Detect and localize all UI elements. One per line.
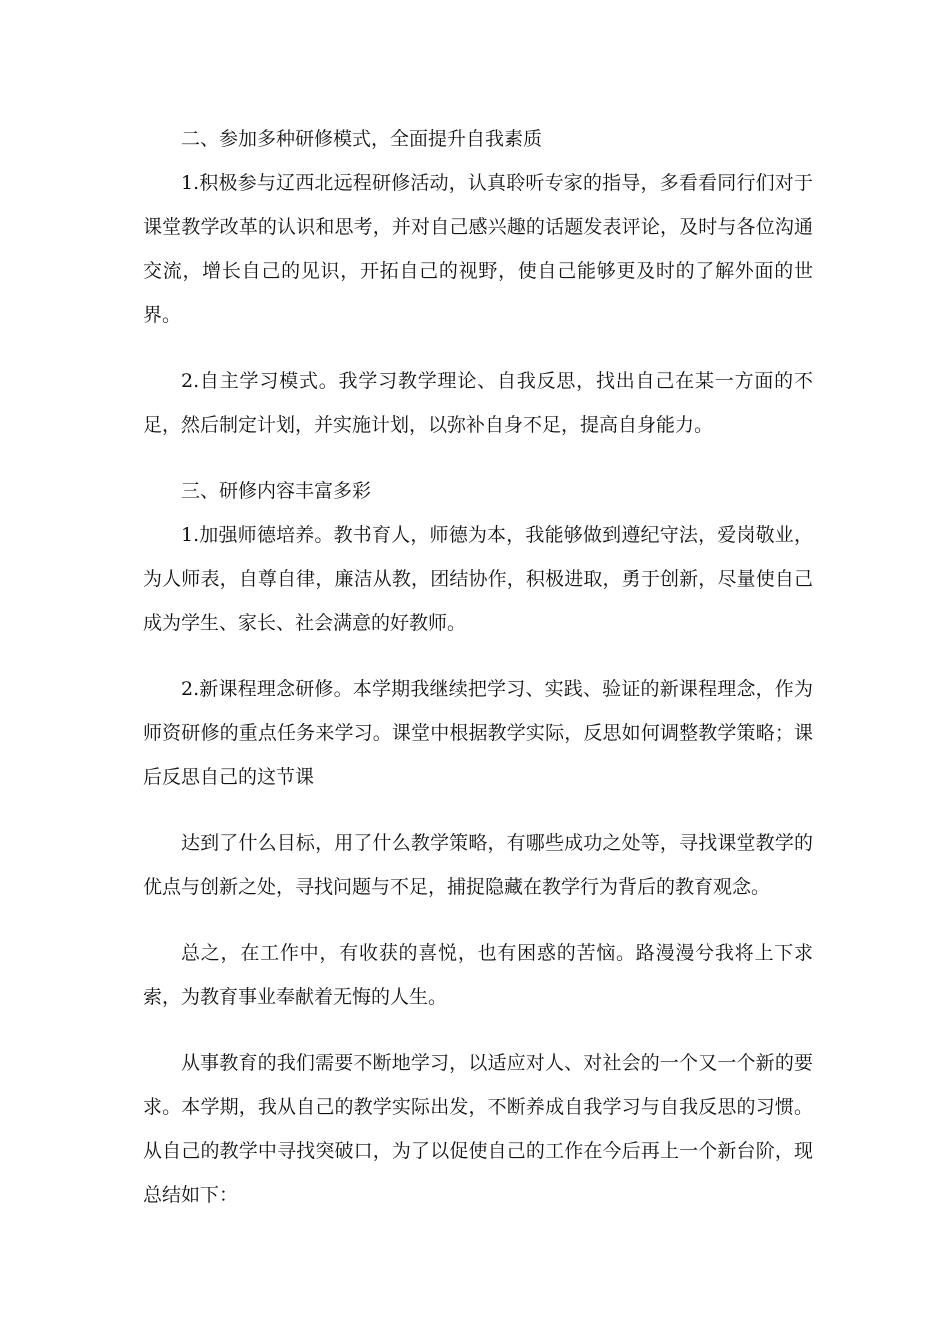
paragraph-remote-study: 1.积极参与辽西北远程研修活动，认真聆听专家的指导，多看看同行们对于课堂教学改革的认识和思考，并对自己感兴趣的话题发表评论，及时与各位沟通交流，增长自己的见识，开拓自己的视野，使自己能够更及时的了解外面的世界。: [143, 172, 813, 326]
document-body: [143, 117, 813, 1217]
paragraph-ethics: 1.加强师德培养。教书育人，师德为本，我能够做到遵纪守法，爱岗敬业，为人师表，自尊自律，廉洁从教，团结协作，积极进取，勇于创新，尽量使自己成为学生、家长、社会满意的好教师。: [143, 524, 813, 634]
section-heading-3: 三、研修内容丰富多彩: [181, 480, 372, 502]
paragraph-summary-intro: 从事教育的我们需要不断地学习，以适应对人、对社会的一个又一个新的要求。本学期，我从自己的教学实际出发，不断养成自我学习与自我反思的习惯。从自己的教学中寻找突破口，为了以促使自己的工作在今后再上一个新台阶，现总结如下：: [143, 1052, 813, 1206]
paragraph-reflection: 达到了什么目标，用了什么教学策略，有哪些成功之处等，寻找课堂教学的优点与创新之处，寻找问题与不足，捕捉隐藏在教学行为背后的教育观念。: [143, 832, 813, 898]
paragraph-self-study: 2.自主学习模式。我学习教学理论、自我反思，找出自己在某一方面的不足，然后制定计划，并实施计划，以弥补自身不足，提高自身能力。: [143, 370, 813, 436]
section-heading-2: 二、参加多种研修模式，全面提升自我素质: [181, 128, 543, 150]
paragraph-new-curriculum: 2.新课程理念研修。本学期我继续把学习、实践、验证的新课程理念，作为师资研修的重点任务来学习。课堂中根据教学实际，反思如何调整教学策略；课后反思自己的这节课: [143, 678, 813, 788]
paragraph-conclusion: 总之，在工作中，有收获的喜悦，也有困惑的苦恼。路漫漫兮我将上下求索，为教育事业奉献着无悔的人生。: [143, 942, 813, 1008]
